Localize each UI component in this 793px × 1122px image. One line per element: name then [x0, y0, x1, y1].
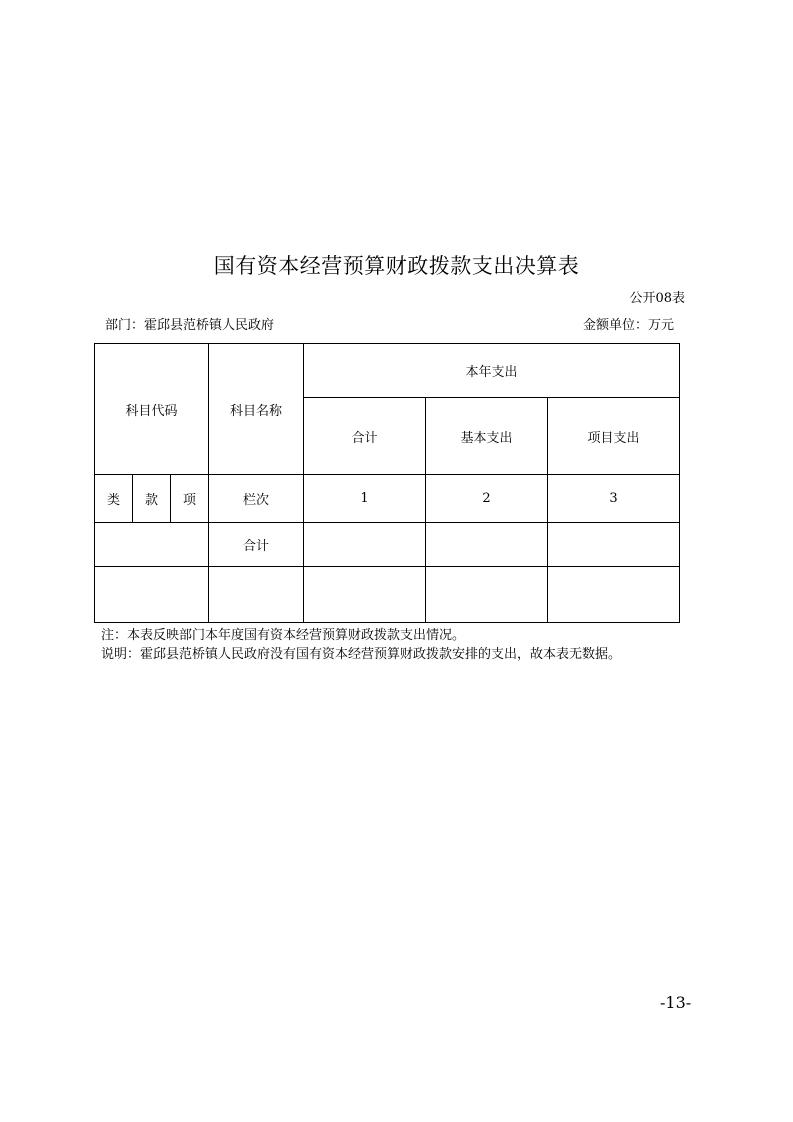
index-col2-cell: 2	[426, 475, 548, 523]
empty-basic-cell	[426, 567, 548, 623]
empty-project-cell	[548, 567, 680, 623]
index-col1-cell: 1	[304, 475, 426, 523]
index-col3-cell: 3	[548, 475, 680, 523]
header-project-expense: 项目支出	[548, 398, 680, 475]
form-number: 公开08表	[629, 291, 685, 306]
total-label-cell: 合计	[209, 523, 304, 567]
index-item-cell: 项	[171, 475, 209, 523]
amount-unit-label: 金额单位：万元	[582, 318, 674, 333]
table-row	[95, 523, 680, 567]
header-subject-code: 科目代码	[95, 344, 209, 475]
index-section-cell: 款	[133, 475, 171, 523]
total-amount-cell	[304, 523, 426, 567]
empty-name-cell	[209, 567, 304, 623]
total-code-cell	[95, 523, 209, 567]
header-total: 合计	[304, 398, 426, 475]
total-basic-cell	[426, 523, 548, 567]
index-column-label-cell: 栏次	[209, 475, 304, 523]
table-row	[95, 567, 680, 623]
expenditure-table	[94, 343, 680, 623]
header-subject-name: 科目名称	[209, 344, 304, 475]
page-title: 国有资本经营预算财政拨款支出决算表	[213, 254, 580, 278]
index-class-cell: 类	[95, 475, 133, 523]
page-number: -13-	[660, 993, 692, 1012]
empty-total-cell	[304, 567, 426, 623]
department-label: 部门：霍邱县范桥镇人民政府	[105, 318, 275, 333]
header-current-year-expense: 本年支出	[304, 344, 680, 398]
explanation-line: 说明：霍邱县范桥镇人民政府没有国有资本经营预算财政拨款安排的支出，故本表无数据。	[101, 647, 622, 662]
empty-code-cell	[95, 567, 209, 623]
header-basic-expense: 基本支出	[426, 398, 548, 475]
table-notes	[101, 626, 621, 664]
total-project-cell	[548, 523, 680, 567]
note-line: 注：本表反映部门本年度国有资本经营预算财政拨款支出情况。	[101, 628, 466, 643]
table-row	[95, 475, 680, 523]
